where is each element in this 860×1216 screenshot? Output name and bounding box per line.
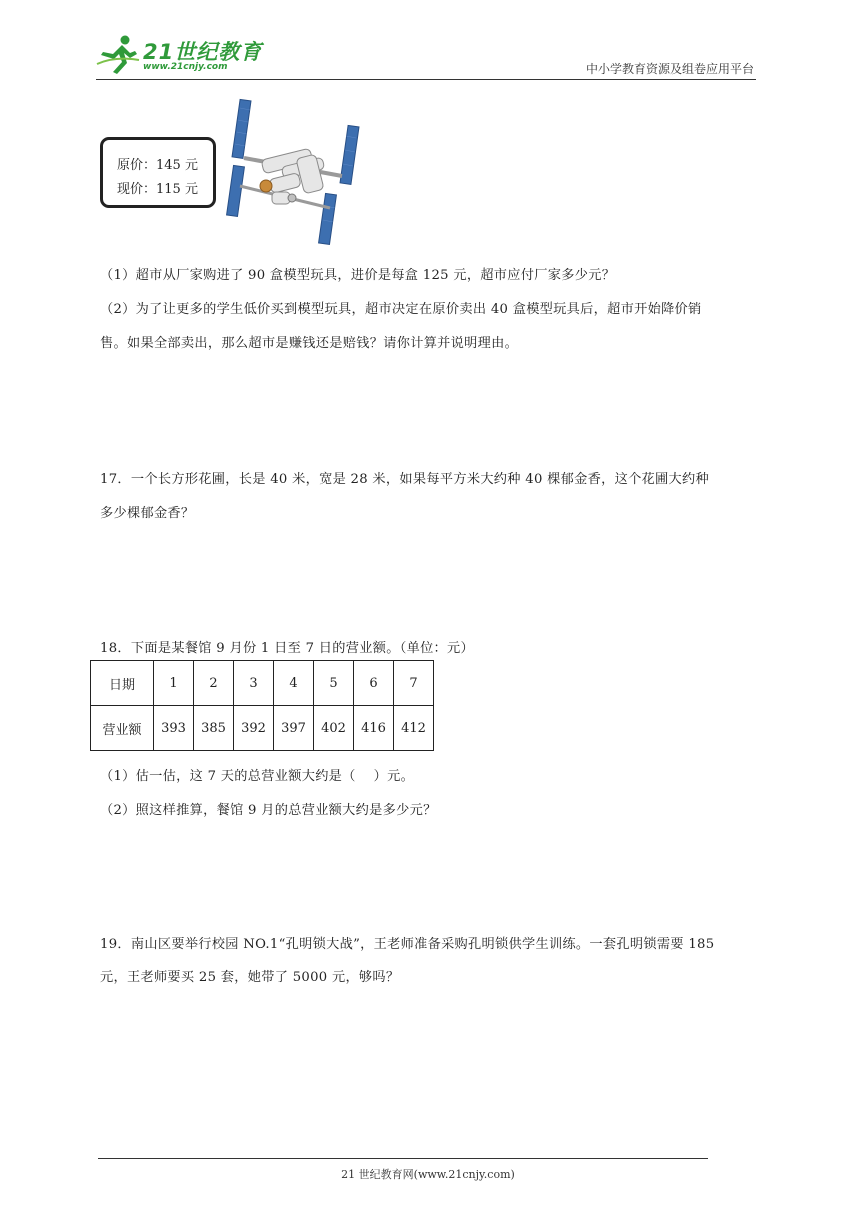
footer-text: 21 世纪教育网(www.21cnjy.com) [341,1168,515,1181]
table-row-dates [91,661,434,706]
table-cell-day: 7 [394,661,434,706]
table-cell-sales: 402 [314,706,354,751]
table-cell-sales: 393 [154,706,194,751]
table-row-sales [91,706,434,751]
site-logo [95,34,265,78]
platform-label: 中小学教育资源及组卷应用平台 [585,62,754,76]
footer [0,1166,860,1182]
table-header-sales: 营业额 [91,706,154,751]
table-cell-day: 6 [354,661,394,706]
space-station-model-image [222,96,382,248]
logo-url-text: www.21cnjy.com [143,62,228,72]
price-box [100,137,216,208]
header-divider [96,79,756,80]
original-price: 原价：145 元 [117,158,198,173]
current-price: 现价：115 元 [117,182,198,197]
table-cell-day: 2 [194,661,234,706]
footer-divider [98,1158,708,1159]
q19-line1: 19．南山区要举行校园 NO.1“孔明锁大战”，王老师准备采购孔明锁供学生训练。一套孔明锁需要 185 [100,937,715,952]
table-cell-day: 4 [274,661,314,706]
q18-title: 18．下面是某餐馆 9 月份 1 日至 7 日的营业额。（单位：元） [100,641,475,656]
table-header-date: 日期 [91,661,154,706]
logo-brand-text: 21世纪教育 [143,40,263,64]
q18-part2: （2）照这样推算，餐馆 9 月的总营业额大约是多少元？ [100,803,437,818]
q17-line1: 17．一个长方形花圃，长是 40 米，宽是 28 米，如果每平方米大约种 40 棵郁金香，这个花圃大约种 [100,472,709,487]
table-cell-day: 5 [314,661,354,706]
table-cell-sales: 397 [274,706,314,751]
table-cell-sales: 416 [354,706,394,751]
runner-logo-icon [95,34,141,76]
table-cell-day: 1 [154,661,194,706]
q16-part2-line2: 售。如果全部卖出，那么超市是赚钱还是赔钱？请你计算并说明理由。 [100,336,519,351]
q18-part1: （1）估一估，这 7 天的总营业额大约是（ ）元。 [100,769,415,784]
table-cell-sales: 412 [394,706,434,751]
q16-part2-line1: （2）为了让更多的学生低价买到模型玩具，超市决定在原价卖出 40 盒模型玩具后，超市开始降价销 [100,302,702,317]
table-cell-day: 3 [234,661,274,706]
q17-line2: 多少棵郁金香？ [100,506,195,521]
q19-line2: 元，王老师要买 25 套，她带了 5000 元，够吗？ [100,970,400,985]
q16-part1: （1）超市从厂家购进了 90 盒模型玩具，进价是每盒 125 元，超市应付厂家多少元？ [100,268,616,283]
table-cell-sales: 392 [234,706,274,751]
table-cell-sales: 385 [194,706,234,751]
sales-table [90,660,434,751]
